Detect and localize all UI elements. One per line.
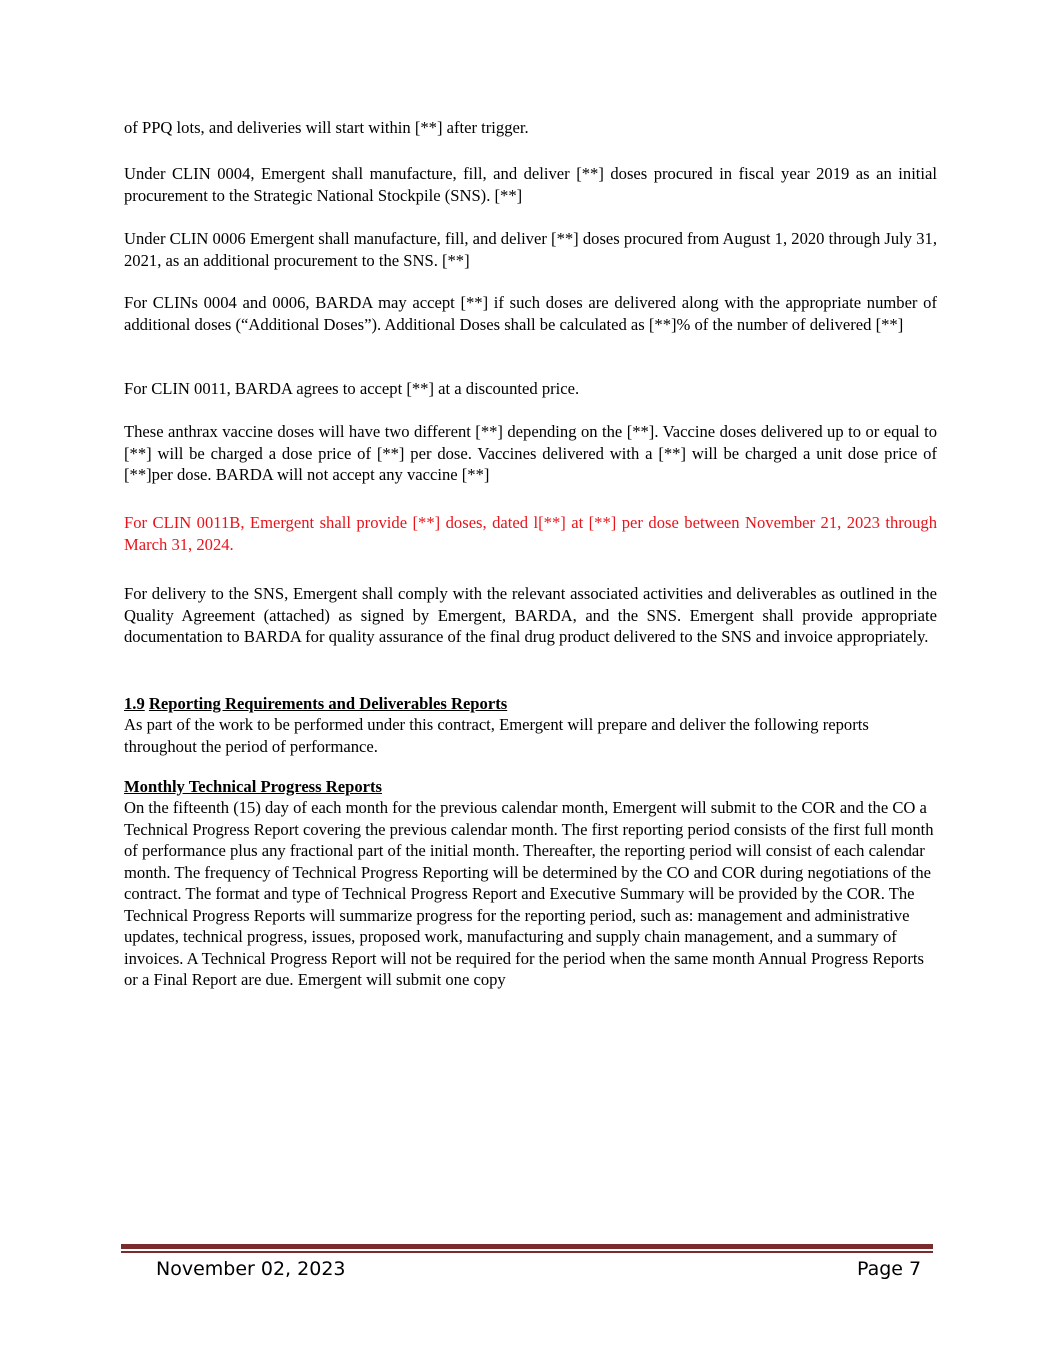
footer-date: November 02, 2023 (156, 1258, 346, 1280)
footer-page-number: Page 7 (857, 1258, 922, 1280)
section-number: 1.9 (124, 694, 145, 713)
monthly-reports-body: On the fifteenth (15) day of each month for the previous calendar month, Emergent will submit to the COR and the CO a Technical Progress Report covering the previous calendar month. The first reporting period consists of the first full month of performance plus any fractional part of the initial month. Thereafter, the reporting period will consist of each calendar month. The frequency of Technical Progress Reporting will be determined by the CO and COR during negotiations of the contract. The format and type of Technical Progress Report and Executive Summary will be provided by the COR. The Technical Progress Reports will summarize progress for the reporting period, such as: management and administrative updates, technical progress, issues, proposed work, manufacturing and supply chain management, and a summary of invoices. A Technical Progress Report will not be required for the period when the same month Annual Progress Reports or a Final Report are due. Emergent will submit one copy (124, 798, 934, 989)
section-1-9-body: As part of the work to be performed under this contract, Emergent will prepare and deliver the following reports throughout the period of performance. (124, 715, 869, 756)
paragraph-clin-0006: Under CLIN 0006 Emergent shall manufacture, fill, and deliver [**] doses procured from August 1, 2020 through July 31, 2021, as an additional procurement to the SNS. [**] (124, 229, 937, 270)
monthly-reports-heading (124, 776, 382, 798)
paragraph-clin-0011: For CLIN 0011, BARDA agrees to accept [**] at a discounted price. (124, 379, 580, 398)
paragraph-clins-0004-0006: For CLINs 0004 and 0006, BARDA may accept [**] if such doses are delivered along with the appropriate number of additional doses (“Additional Doses”). Additional Doses shall be calculated as [**]% of the number of delivered [**] (124, 293, 937, 334)
section-title: Reporting Requirements and Deliverables Reports (148, 694, 508, 713)
paragraph-dose-pricing: These anthrax vaccine doses will have two different [**] depending on the [**]. Vaccine doses delivered up to or equal to [**] will be charged a dose price of [**] per dose. Vaccines delivered with a [**] will be charged a unit dose price of [**]per dose. BARDA will not accept any vaccine [**] (124, 422, 937, 484)
paragraph-clin-0011b: For CLIN 0011B, Emergent shall provide [**] doses, dated l[**] at [**] per dose between November 21, 2023 through March 31, 2024. (124, 513, 937, 554)
section-heading-1-9 (124, 693, 507, 715)
footer-rule-thick (121, 1244, 933, 1249)
paragraph-ppq-lots: of PPQ lots, and deliveries will start within [**] after trigger. (124, 118, 529, 137)
monthly-reports-title: Monthly Technical Progress Reports (124, 777, 382, 796)
paragraph-sns-delivery: For delivery to the SNS, Emergent shall comply with the relevant associated activities and deliverables as outlined in the Quality Agreement (attached) as signed by Emergent, BARDA, and the SNS. Emergent shall provide appropriate documentation to BARDA for quality assurance of the final drug product delivered to the SNS and invoice appropriately. (124, 584, 937, 646)
paragraph-clin-0004: Under CLIN 0004, Emergent shall manufacture, fill, and deliver [**] doses procured in fiscal year 2019 as an initial procurement to the Strategic National Stockpile (SNS). [**] (124, 164, 937, 205)
footer-rule-thin (121, 1251, 933, 1253)
